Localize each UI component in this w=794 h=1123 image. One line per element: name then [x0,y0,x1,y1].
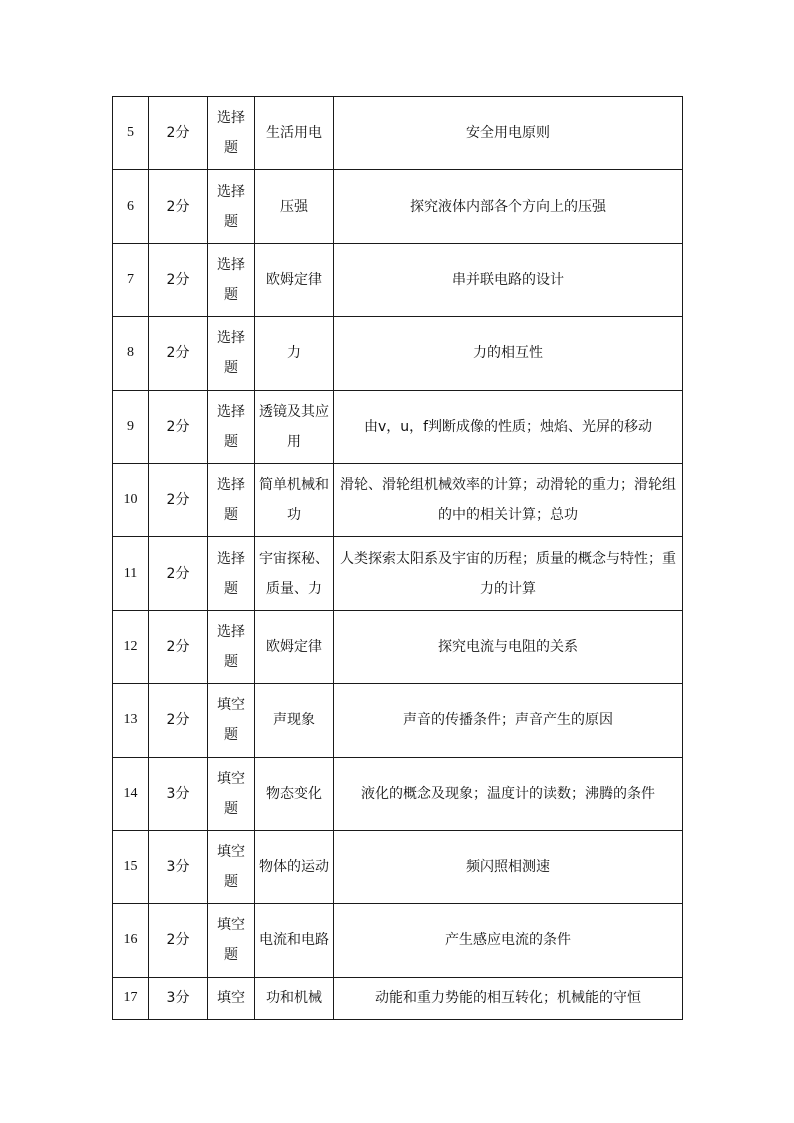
knowledge-points: 动能和重力势能的相互转化；机械能的守恒 [334,977,683,1019]
knowledge-points: 串并联电路的设计 [334,243,683,316]
question-number: 12 [113,610,149,683]
question-number: 17 [113,977,149,1019]
question-number: 14 [113,757,149,830]
question-topic: 生活用电 [255,97,334,170]
question-score: 2分 [149,684,208,757]
question-topic: 电流和电路 [255,904,334,977]
question-number: 7 [113,243,149,316]
table-row [113,610,683,683]
question-topic: 声现象 [255,684,334,757]
question-type: 选择题 [208,243,255,316]
question-topic: 压强 [255,170,334,243]
knowledge-points: 滑轮、滑轮组机械效率的计算；动滑轮的重力；滑轮组的中的相关计算；总功 [334,463,683,536]
question-score: 2分 [149,537,208,610]
question-number: 10 [113,463,149,536]
question-type: 选择题 [208,170,255,243]
question-number: 8 [113,317,149,390]
table-row [113,317,683,390]
table-row [113,463,683,536]
question-score: 2分 [149,317,208,390]
question-topic: 物体的运动 [255,830,334,903]
table-row [113,684,683,757]
question-score: 2分 [149,463,208,536]
question-topic: 宇宙探秘、质量、力 [255,537,334,610]
question-number: 9 [113,390,149,463]
question-number: 6 [113,170,149,243]
question-topic: 力 [255,317,334,390]
knowledge-points: 产生感应电流的条件 [334,904,683,977]
table-row [113,390,683,463]
question-type: 填空题 [208,904,255,977]
question-score: 2分 [149,610,208,683]
knowledge-points: 人类探索太阳系及宇宙的历程；质量的概念与特性；重力的计算 [334,537,683,610]
question-topic: 欧姆定律 [255,610,334,683]
question-number: 5 [113,97,149,170]
question-type: 选择题 [208,463,255,536]
question-type: 填空题 [208,757,255,830]
question-score: 2分 [149,97,208,170]
question-topic: 物态变化 [255,757,334,830]
table-body [113,97,683,1020]
table-row [113,97,683,170]
knowledge-points: 探究液体内部各个方向上的压强 [334,170,683,243]
knowledge-points: 声音的传播条件；声音产生的原因 [334,684,683,757]
question-type: 选择题 [208,610,255,683]
knowledge-points: 力的相互性 [334,317,683,390]
question-score: 2分 [149,390,208,463]
table-row [113,904,683,977]
knowledge-points: 液化的概念及现象；温度计的读数；沸腾的条件 [334,757,683,830]
question-topic: 功和机械 [255,977,334,1019]
question-topic: 简单机械和功 [255,463,334,536]
knowledge-points: 安全用电原则 [334,97,683,170]
table-row [113,830,683,903]
question-type: 选择题 [208,317,255,390]
question-score: 2分 [149,243,208,316]
question-type: 选择题 [208,390,255,463]
question-type: 填空题 [208,684,255,757]
table-row [113,977,683,1019]
table-row [113,170,683,243]
question-number: 13 [113,684,149,757]
question-type: 选择题 [208,97,255,170]
knowledge-points: 频闪照相测速 [334,830,683,903]
question-topic: 欧姆定律 [255,243,334,316]
table-row [113,757,683,830]
question-type: 填空题 [208,830,255,903]
table-row [113,537,683,610]
question-score: 3分 [149,977,208,1019]
question-score: 3分 [149,757,208,830]
question-topic: 透镜及其应用 [255,390,334,463]
question-number: 11 [113,537,149,610]
knowledge-points: 探究电流与电阻的关系 [334,610,683,683]
question-type: 选择题 [208,537,255,610]
question-score: 3分 [149,830,208,903]
table-row [113,243,683,316]
question-score: 2分 [149,904,208,977]
question-number: 15 [113,830,149,903]
question-analysis-table [112,96,683,1020]
question-type: 填空 [208,977,255,1019]
knowledge-points: 由v，u，f判断成像的性质；烛焰、光屏的移动 [334,390,683,463]
question-number: 16 [113,904,149,977]
question-score: 2分 [149,170,208,243]
